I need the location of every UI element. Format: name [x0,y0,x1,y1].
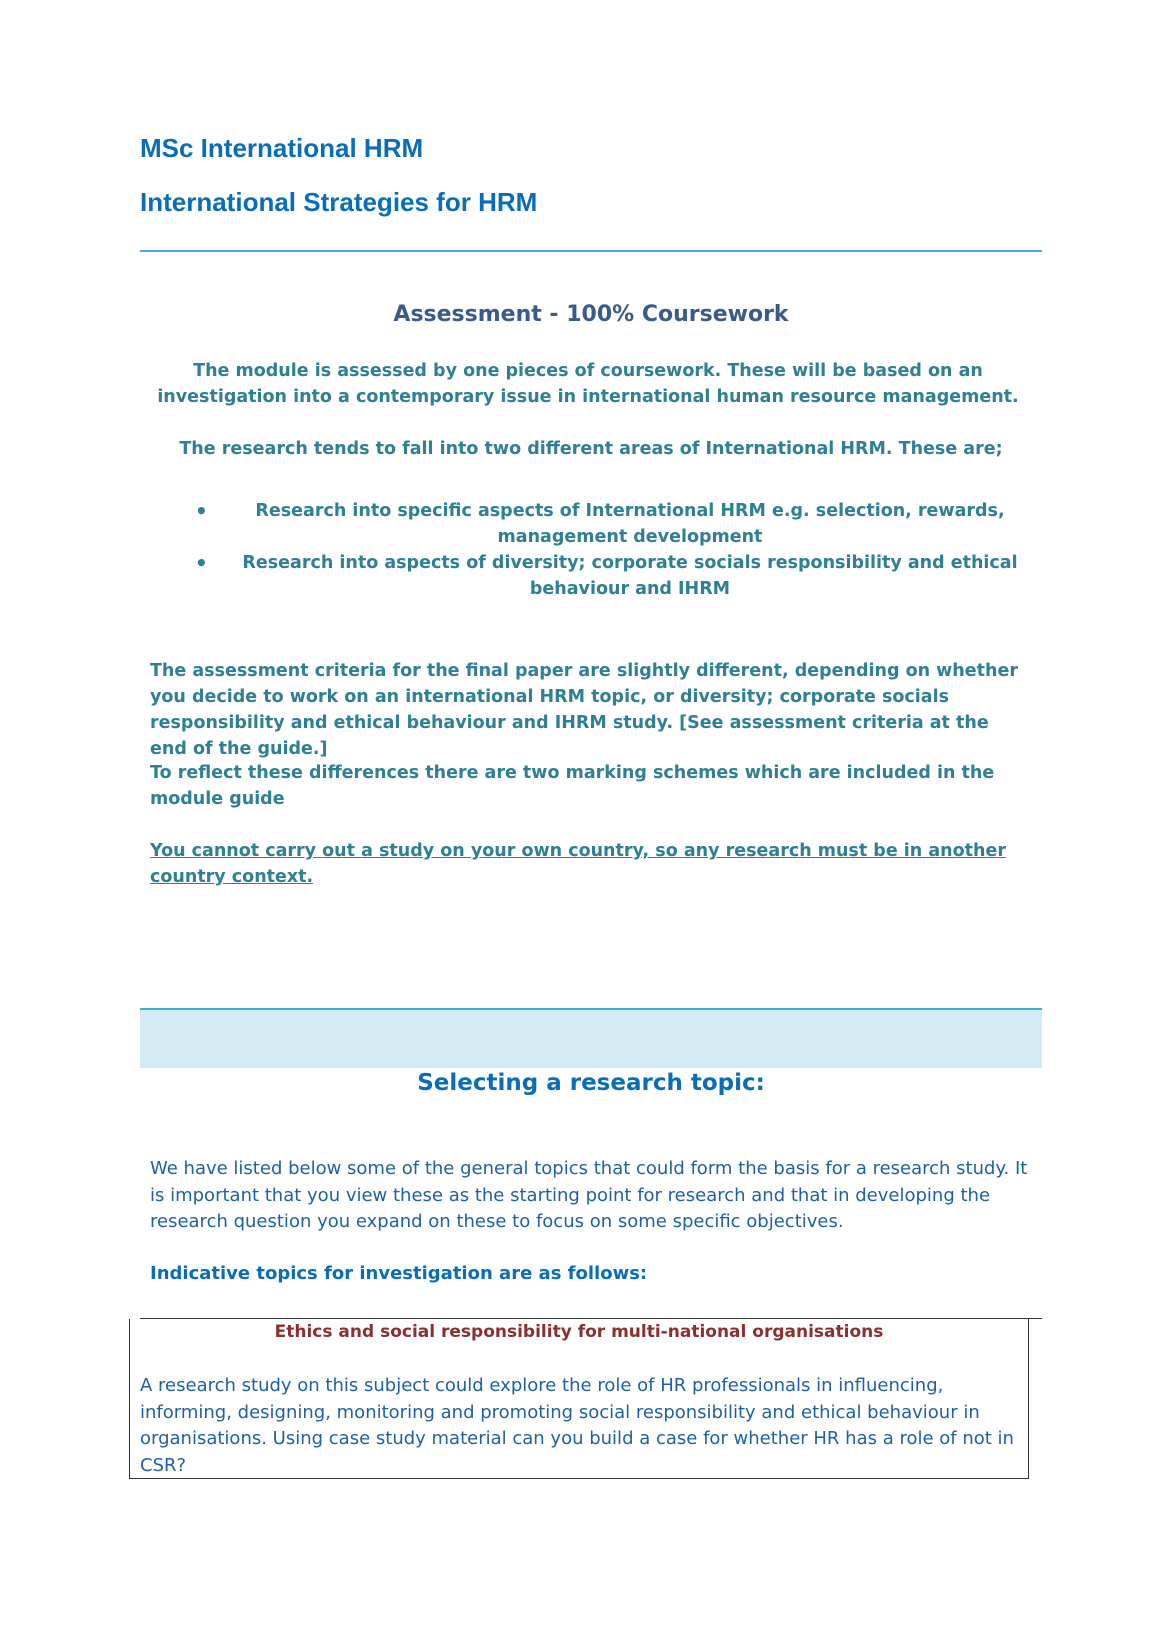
program-title: MSc International HRM [140,133,424,163]
own-country-notice: You cannot carry out a study on your own country, so any research must be in another country context. [150,841,1006,887]
header-divider [140,250,1042,252]
selecting-intro: We have listed below some of the general topics that could form the basis for a research study. It is important that you view these as the starting point for research and that in developing the research question you expand on these to focus on some specific objectives. [150,1158,1028,1232]
areas-list [185,498,1035,602]
criteria-paragraph: The assessment criteria for the final paper are slightly different, depending on whether you decide to work on an international HRM topic, or diversity; corporate socials responsibility and ethical behaviour and IHRM study. [See assessment criteria at the end of the guide.] [150,661,1018,759]
bullet-icon: • [195,551,208,575]
assessment-heading: Assessment - 100% Coursework [393,302,789,327]
area-text: Research into aspects of diversity; corporate socials responsibility and ethical behaviour and IHRM [242,553,1018,599]
selecting-heading: Selecting a research topic: [417,1070,765,1096]
indicative-topics-label: Indicative topics for investigation are as follows: [150,1263,648,1284]
topic-body: A research study on this subject could explore the role of HR professionals in influencing, informing, designing, monitoring and promoting social responsibility and ethical behaviour in organisations. Using case study material can you build a case for whether HR has a role of not in CSR? [140,1375,1014,1476]
assessment-intro: The module is assessed by one pieces of coursework. These will be based on an investigation into a contemporary issue in international human resource management. [157,361,1019,407]
topic-title: Ethics and social responsibility for multi-national organisations [274,1322,884,1342]
module-title: International Strategies for HRM [140,187,538,217]
marking-paragraph: To reflect these differences there are two marking schemes which are included in the module guide [150,763,995,809]
list-item [185,498,1035,550]
topic-box [129,1319,1029,1479]
list-item [185,550,1035,602]
section-band [140,1008,1042,1068]
area-text: Research into specific aspects of International HRM e.g. selection, rewards, management development [255,501,1005,547]
bullet-icon: • [195,499,208,523]
areas-intro: The research tends to fall into two different areas of International HRM. These are; [179,439,1003,459]
